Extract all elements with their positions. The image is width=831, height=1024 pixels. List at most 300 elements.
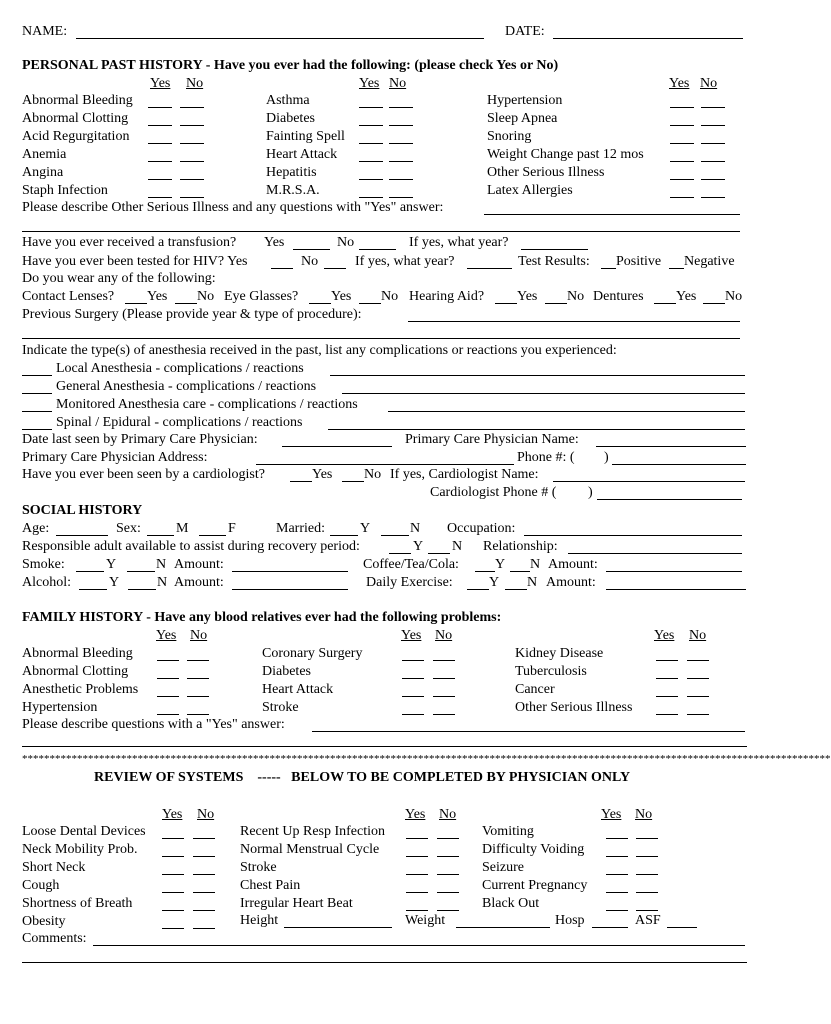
personal-yes-check[interactable]	[148, 167, 172, 180]
family-no-check[interactable]	[687, 666, 709, 679]
alcohol-y-check[interactable]	[79, 577, 107, 590]
personal-yes-check[interactable]	[359, 167, 383, 180]
personal-yes-check[interactable]	[359, 185, 383, 198]
yes-header: Yes	[162, 807, 183, 822]
personal-no-check[interactable]	[701, 131, 725, 144]
transfusion-yes: Yes	[264, 235, 285, 250]
personal-yes-check[interactable]	[359, 95, 383, 108]
review-no-check[interactable]	[437, 898, 459, 911]
weight-label: Weight	[405, 913, 446, 928]
family-yes-check[interactable]	[402, 648, 424, 661]
dentures-yes-check[interactable]	[654, 291, 676, 304]
family-item-label: Hypertension	[22, 700, 98, 715]
family-describe-field[interactable]	[312, 719, 745, 732]
family-yes-check[interactable]	[656, 666, 678, 679]
personal-item-label: Asthma	[266, 93, 310, 108]
hiv-year-label: If yes, what year?	[355, 254, 455, 269]
cardio-question: Have you ever been seen by a cardiologist?	[22, 467, 265, 482]
hearing-no-check[interactable]	[545, 291, 567, 304]
dentures-label: Dentures	[593, 289, 644, 304]
review-yes-check[interactable]	[406, 826, 428, 839]
family-item-label: Diabetes	[262, 664, 311, 679]
hiv-yes-check[interactable]	[271, 256, 293, 269]
relationship-label: Relationship:	[483, 539, 558, 554]
review-yes-check[interactable]	[606, 844, 628, 857]
social-history-title: SOCIAL HISTORY	[22, 503, 143, 518]
personal-no-check[interactable]	[701, 167, 725, 180]
family-item-label: Kidney Disease	[515, 646, 604, 661]
family-item-label: Stroke	[262, 700, 299, 715]
hearing-no: No	[567, 289, 585, 304]
no-header: No	[435, 628, 453, 643]
contacts-yes-check[interactable]	[125, 291, 147, 304]
personal-yes-check[interactable]	[670, 131, 694, 144]
personal-item-label: Diabetes	[266, 111, 315, 126]
personal-no-check[interactable]	[701, 95, 725, 108]
coffee-amount-label: Amount:	[548, 557, 598, 572]
review-no-check[interactable]	[437, 862, 459, 875]
yes-header: Yes	[654, 628, 675, 643]
personal-no-check[interactable]	[701, 113, 725, 126]
personal-item-label: Sleep Apnea	[487, 111, 558, 126]
hiv-question: Have you ever been tested for HIV? Yes	[22, 254, 248, 269]
yes-header: Yes	[359, 76, 380, 91]
paren-close: )	[604, 450, 609, 465]
review-no-check[interactable]	[636, 862, 658, 875]
personal-item-label: M.R.S.A.	[266, 183, 320, 198]
separator-stars: ***************************************************************************************************************************************************	[22, 753, 831, 765]
dentures-no: No	[725, 289, 743, 304]
alcohol-amount-field[interactable]	[232, 577, 348, 590]
pcp-phone-label: Phone #: (	[517, 450, 575, 465]
yes-header: Yes	[405, 807, 426, 822]
family-no-check[interactable]	[433, 702, 455, 715]
personal-yes-check[interactable]	[148, 95, 172, 108]
name-label: NAME:	[22, 24, 68, 39]
no-header: No	[389, 76, 407, 91]
responsible-n: N	[452, 539, 463, 554]
alcohol-n: N	[157, 575, 168, 590]
comments-field[interactable]	[93, 933, 745, 946]
surgery-label: Previous Surgery (Please provide year & type of procedure):	[22, 307, 362, 322]
cardio-phone-field[interactable]	[597, 487, 742, 500]
personal-no-check[interactable]	[389, 113, 413, 126]
no-header: No	[186, 76, 204, 91]
review-yes-check[interactable]	[162, 826, 184, 839]
yes-header: Yes	[401, 628, 422, 643]
married-label: Married:	[276, 521, 325, 536]
review-item-label: Cough	[22, 878, 60, 893]
exercise-y: Y	[489, 575, 500, 590]
dentures-no-check[interactable]	[703, 291, 725, 304]
family-item-label: Coronary Surgery	[262, 646, 363, 661]
review-yes-check[interactable]	[162, 862, 184, 875]
age-field[interactable]	[56, 523, 108, 536]
coffee-n-check[interactable]	[510, 559, 530, 572]
surgery-line[interactable]	[22, 338, 740, 339]
sex-m: M	[176, 521, 189, 536]
coffee-amount-field[interactable]	[606, 559, 742, 572]
transfusion-year-label: If yes, what year?	[409, 235, 509, 250]
personal-yes-check[interactable]	[670, 167, 694, 180]
height-label: Height	[240, 913, 279, 928]
date-field[interactable]	[553, 26, 743, 39]
surgery-field[interactable]	[408, 309, 740, 322]
pcp-date-label: Date last seen by Primary Care Physician:	[22, 432, 258, 447]
exercise-n: N	[527, 575, 538, 590]
review-no-check[interactable]	[193, 898, 215, 911]
personal-item-label: Hepatitis	[266, 165, 317, 180]
personal-yes-check[interactable]	[670, 113, 694, 126]
family-item-label: Heart Attack	[262, 682, 334, 697]
married-n: N	[410, 521, 421, 536]
review-no-check[interactable]	[636, 826, 658, 839]
personal-yes-check[interactable]	[359, 131, 383, 144]
personal-yes-check[interactable]	[148, 131, 172, 144]
family-no-check[interactable]	[187, 648, 209, 661]
review-yes-check[interactable]	[406, 898, 428, 911]
alcohol-y: Y	[109, 575, 120, 590]
personal-item-label: Abnormal Clotting	[22, 111, 129, 126]
family-no-check[interactable]	[187, 666, 209, 679]
transfusion-no: No	[337, 235, 355, 250]
smoke-y-check[interactable]	[76, 559, 104, 572]
cardio-name-label: If yes, Cardiologist Name:	[390, 467, 539, 482]
date-label: DATE:	[505, 24, 545, 39]
review-yes-check[interactable]	[162, 916, 184, 929]
comments-line[interactable]	[22, 962, 747, 963]
anesthesia-type-check[interactable]	[22, 363, 52, 376]
smoke-amount-field[interactable]	[232, 559, 348, 572]
no-header: No	[439, 807, 457, 822]
review-item-label: Stroke	[240, 860, 277, 875]
anesthesia-type-label: General Anesthesia - complications / reactions	[56, 379, 317, 394]
anesthesia-intro: Indicate the type(s) of anesthesia received in the past, list any complications or reactions you experienced:	[22, 343, 617, 358]
exercise-amount-field[interactable]	[606, 577, 746, 590]
family-no-check[interactable]	[687, 684, 709, 697]
dentures-yes: Yes	[676, 289, 697, 304]
relationship-field[interactable]	[568, 541, 742, 554]
cardio-phone-label: Cardiologist Phone # (	[430, 485, 557, 500]
exercise-y-check[interactable]	[467, 577, 489, 590]
yes-header: Yes	[601, 807, 622, 822]
asf-label: ASF	[635, 913, 661, 928]
contacts-no-check[interactable]	[175, 291, 197, 304]
review-item-label: Recent Up Resp Infection	[240, 824, 386, 839]
anesthesia-type-label: Local Anesthesia - complications / reactions	[56, 361, 304, 376]
personal-no-check[interactable]	[389, 167, 413, 180]
age-label: Age:	[22, 521, 50, 536]
review-item-label: Vomiting	[482, 824, 534, 839]
personal-item-label: Latex Allergies	[487, 183, 573, 198]
personal-item-label: Staph Infection	[22, 183, 108, 198]
review-no-check[interactable]	[437, 880, 459, 893]
comments-label: Comments:	[22, 931, 87, 946]
contacts-label: Contact Lenses?	[22, 289, 115, 304]
yes-header: Yes	[669, 76, 690, 91]
occupation-field[interactable]	[524, 523, 742, 536]
sex-label: Sex:	[116, 521, 141, 536]
no-header: No	[190, 628, 208, 643]
personal-item-label: Heart Attack	[266, 147, 338, 162]
personal-no-check[interactable]	[180, 167, 204, 180]
personal-yes-check[interactable]	[148, 149, 172, 162]
hiv-negative: Negative	[684, 254, 735, 269]
cardio-no: No	[364, 467, 382, 482]
family-yes-check[interactable]	[157, 684, 179, 697]
family-no-check[interactable]	[687, 702, 709, 715]
family-yes-check[interactable]	[402, 702, 424, 715]
review-no-check[interactable]	[193, 844, 215, 857]
exercise-n-check[interactable]	[505, 577, 527, 590]
yes-header: Yes	[150, 76, 171, 91]
personal-no-check[interactable]	[180, 131, 204, 144]
describe-label: Please describe Other Serious Illness and any questions with "Yes" answer:	[22, 200, 444, 215]
review-no-check[interactable]	[636, 880, 658, 893]
hiv-negative-check[interactable]	[669, 256, 684, 269]
personal-no-check[interactable]	[389, 149, 413, 162]
no-header: No	[635, 807, 653, 822]
coffee-y-check[interactable]	[475, 559, 495, 572]
married-y-check[interactable]	[330, 523, 358, 536]
personal-item-label: Hypertension	[487, 93, 563, 108]
describe-field[interactable]	[484, 202, 740, 215]
review-yes-check[interactable]	[606, 826, 628, 839]
review-item-label: Chest Pain	[240, 878, 301, 893]
hearing-label: Hearing Aid?	[409, 289, 485, 304]
review-item-label: Loose Dental Devices	[22, 824, 146, 839]
review-item-label: Current Pregnancy	[482, 878, 588, 893]
pcp-name-field[interactable]	[596, 434, 746, 447]
no-header: No	[689, 628, 707, 643]
family-yes-check[interactable]	[157, 648, 179, 661]
anesthesia-type-check[interactable]	[22, 399, 52, 412]
pcp-address-field[interactable]	[256, 452, 514, 465]
personal-no-check[interactable]	[180, 149, 204, 162]
personal-yes-check[interactable]	[359, 113, 383, 126]
cardio-no-check[interactable]	[342, 469, 364, 482]
anesthesia-type-check[interactable]	[22, 417, 52, 430]
pcp-date-field[interactable]	[282, 434, 392, 447]
no-header: No	[700, 76, 718, 91]
cardio-name-field[interactable]	[553, 469, 745, 482]
exercise-amount-label: Amount:	[546, 575, 596, 590]
pcp-address-label: Primary Care Physician Address:	[22, 450, 208, 465]
contacts-yes: Yes	[147, 289, 168, 304]
review-title: REVIEW OF SYSTEMS ----- BELOW TO BE COMPLETED BY PHYSICIAN ONLY	[94, 770, 631, 785]
family-yes-check[interactable]	[157, 666, 179, 679]
personal-history-title: PERSONAL PAST HISTORY - Have you ever had the following: (please check Yes or No)	[22, 58, 559, 73]
height-field[interactable]	[284, 915, 392, 928]
name-field[interactable]	[76, 26, 484, 39]
personal-yes-check[interactable]	[670, 149, 694, 162]
transfusion-year-field[interactable]	[521, 237, 588, 250]
hiv-no-check[interactable]	[324, 256, 346, 269]
personal-no-check[interactable]	[389, 185, 413, 198]
family-yes-check[interactable]	[402, 666, 424, 679]
smoke-y: Y	[106, 557, 117, 572]
family-yes-check[interactable]	[656, 648, 678, 661]
personal-item-label: Abnormal Bleeding	[22, 93, 133, 108]
personal-yes-check[interactable]	[359, 149, 383, 162]
review-yes-check[interactable]	[606, 862, 628, 875]
anesthesia-type-check[interactable]	[22, 381, 52, 394]
family-no-check[interactable]	[433, 666, 455, 679]
asf-field[interactable]	[667, 915, 697, 928]
anesthesia-type-label: Monitored Anesthesia care - complications / reactions	[56, 397, 358, 412]
exercise-label: Daily Exercise:	[366, 575, 453, 590]
family-item-label: Cancer	[515, 682, 555, 697]
weight-field[interactable]	[456, 915, 550, 928]
anesthesia-reaction-field[interactable]	[388, 399, 745, 412]
personal-yes-check[interactable]	[148, 113, 172, 126]
hiv-results-label: Test Results:	[518, 254, 590, 269]
review-yes-check[interactable]	[162, 844, 184, 857]
family-item-label: Other Serious Illness	[515, 700, 633, 715]
hearing-yes-check[interactable]	[495, 291, 517, 304]
family-describe-label: Please describe questions with a "Yes" answer:	[22, 717, 285, 732]
review-yes-check[interactable]	[606, 898, 628, 911]
anesthesia-reaction-field[interactable]	[328, 417, 745, 430]
family-describe-line[interactable]	[22, 746, 747, 747]
review-item-label: Seizure	[482, 860, 524, 875]
review-yes-check[interactable]	[406, 844, 428, 857]
review-no-check[interactable]	[193, 880, 215, 893]
hearing-yes: Yes	[517, 289, 538, 304]
anesthesia-reaction-field[interactable]	[342, 381, 745, 394]
review-item-label: Neck Mobility Prob.	[22, 842, 138, 857]
review-no-check[interactable]	[193, 826, 215, 839]
hiv-positive-check[interactable]	[601, 256, 616, 269]
coffee-label: Coffee/Tea/Cola:	[363, 557, 459, 572]
review-item-label: Difficulty Voiding	[482, 842, 585, 857]
personal-item-label: Angina	[22, 165, 64, 180]
transfusion-yes-check[interactable]	[293, 237, 330, 250]
review-item-label: Irregular Heart Beat	[240, 896, 353, 911]
alcohol-n-check[interactable]	[128, 577, 156, 590]
glasses-label: Eye Glasses?	[224, 289, 299, 304]
sex-f: F	[228, 521, 236, 536]
glasses-yes-check[interactable]	[309, 291, 331, 304]
pcp-phone-field[interactable]	[612, 452, 746, 465]
transfusion-no-check[interactable]	[359, 237, 396, 250]
review-no-check[interactable]	[193, 862, 215, 875]
anesthesia-reaction-field[interactable]	[330, 363, 745, 376]
occupation-label: Occupation:	[447, 521, 516, 536]
personal-no-check[interactable]	[180, 95, 204, 108]
review-no-check[interactable]	[636, 844, 658, 857]
family-no-check[interactable]	[433, 684, 455, 697]
personal-no-check[interactable]	[180, 185, 204, 198]
personal-no-check[interactable]	[701, 185, 725, 198]
paren-close: )	[588, 485, 593, 500]
family-no-check[interactable]	[187, 684, 209, 697]
anesthesia-type-label: Spinal / Epidural - complications / reactions	[56, 415, 303, 430]
family-item-label: Anesthetic Problems	[22, 682, 139, 697]
personal-no-check[interactable]	[701, 149, 725, 162]
review-yes-check[interactable]	[406, 880, 428, 893]
family-yes-check[interactable]	[402, 684, 424, 697]
review-no-check[interactable]	[437, 844, 459, 857]
family-history-title: FAMILY HISTORY - Have any blood relatives ever had the following problems:	[22, 610, 502, 625]
cardio-yes-check[interactable]	[290, 469, 312, 482]
hosp-field[interactable]	[592, 915, 628, 928]
review-no-check[interactable]	[193, 916, 215, 929]
pcp-name-label: Primary Care Physician Name:	[405, 432, 579, 447]
review-yes-check[interactable]	[162, 880, 184, 893]
review-yes-check[interactable]	[162, 898, 184, 911]
personal-yes-check[interactable]	[670, 185, 694, 198]
responsible-label: Responsible adult available to assist during recovery period:	[22, 539, 360, 554]
smoke-amount-label: Amount:	[174, 557, 224, 572]
glasses-no-check[interactable]	[359, 291, 381, 304]
glasses-no: No	[381, 289, 399, 304]
coffee-y: Y	[495, 557, 506, 572]
family-no-check[interactable]	[187, 702, 209, 715]
hiv-no: No	[301, 254, 319, 269]
married-n-check[interactable]	[381, 523, 409, 536]
smoke-n: N	[156, 557, 167, 572]
personal-no-check[interactable]	[389, 95, 413, 108]
family-item-label: Tuberculosis	[515, 664, 587, 679]
review-item-label: Normal Menstrual Cycle	[240, 842, 380, 857]
no-header: No	[197, 807, 215, 822]
personal-yes-check[interactable]	[670, 95, 694, 108]
family-yes-check[interactable]	[656, 684, 678, 697]
smoke-label: Smoke:	[22, 557, 65, 572]
personal-item-label: Snoring	[487, 129, 532, 144]
responsible-n-check[interactable]	[428, 541, 450, 554]
hiv-positive: Positive	[616, 254, 662, 269]
personal-item-label: Acid Regurgitation	[22, 129, 130, 144]
hiv-year-field[interactable]	[467, 256, 512, 269]
review-yes-check[interactable]	[406, 862, 428, 875]
wear-label: Do you wear any of the following:	[22, 271, 216, 286]
cardio-yes: Yes	[312, 467, 333, 482]
family-no-check[interactable]	[433, 648, 455, 661]
family-yes-check[interactable]	[656, 702, 678, 715]
personal-item-label: Other Serious Illness	[487, 165, 605, 180]
personal-yes-check[interactable]	[148, 185, 172, 198]
personal-item-label: Weight Change past 12 mos	[487, 147, 644, 162]
review-item-label: Short Neck	[22, 860, 86, 875]
smoke-n-check[interactable]	[127, 559, 155, 572]
review-item-label: Black Out	[482, 896, 540, 911]
describe-line[interactable]	[22, 231, 740, 232]
yes-header: Yes	[156, 628, 177, 643]
personal-no-check[interactable]	[389, 131, 413, 144]
sex-m-check[interactable]	[147, 523, 174, 536]
sex-f-check[interactable]	[199, 523, 226, 536]
review-no-check[interactable]	[636, 898, 658, 911]
review-item-label: Obesity	[22, 914, 66, 929]
glasses-yes: Yes	[331, 289, 352, 304]
alcohol-label: Alcohol:	[22, 575, 71, 590]
review-yes-check[interactable]	[606, 880, 628, 893]
review-item-label: Shortness of Breath	[22, 896, 133, 911]
family-item-label: Abnormal Bleeding	[22, 646, 133, 661]
personal-no-check[interactable]	[180, 113, 204, 126]
family-no-check[interactable]	[687, 648, 709, 661]
family-yes-check[interactable]	[157, 702, 179, 715]
responsible-y: Y	[413, 539, 424, 554]
alcohol-amount-label: Amount:	[174, 575, 224, 590]
review-no-check[interactable]	[437, 826, 459, 839]
married-y: Y	[360, 521, 371, 536]
responsible-y-check[interactable]	[389, 541, 411, 554]
coffee-n: N	[530, 557, 541, 572]
transfusion-question: Have you ever received a transfusion?	[22, 235, 237, 250]
